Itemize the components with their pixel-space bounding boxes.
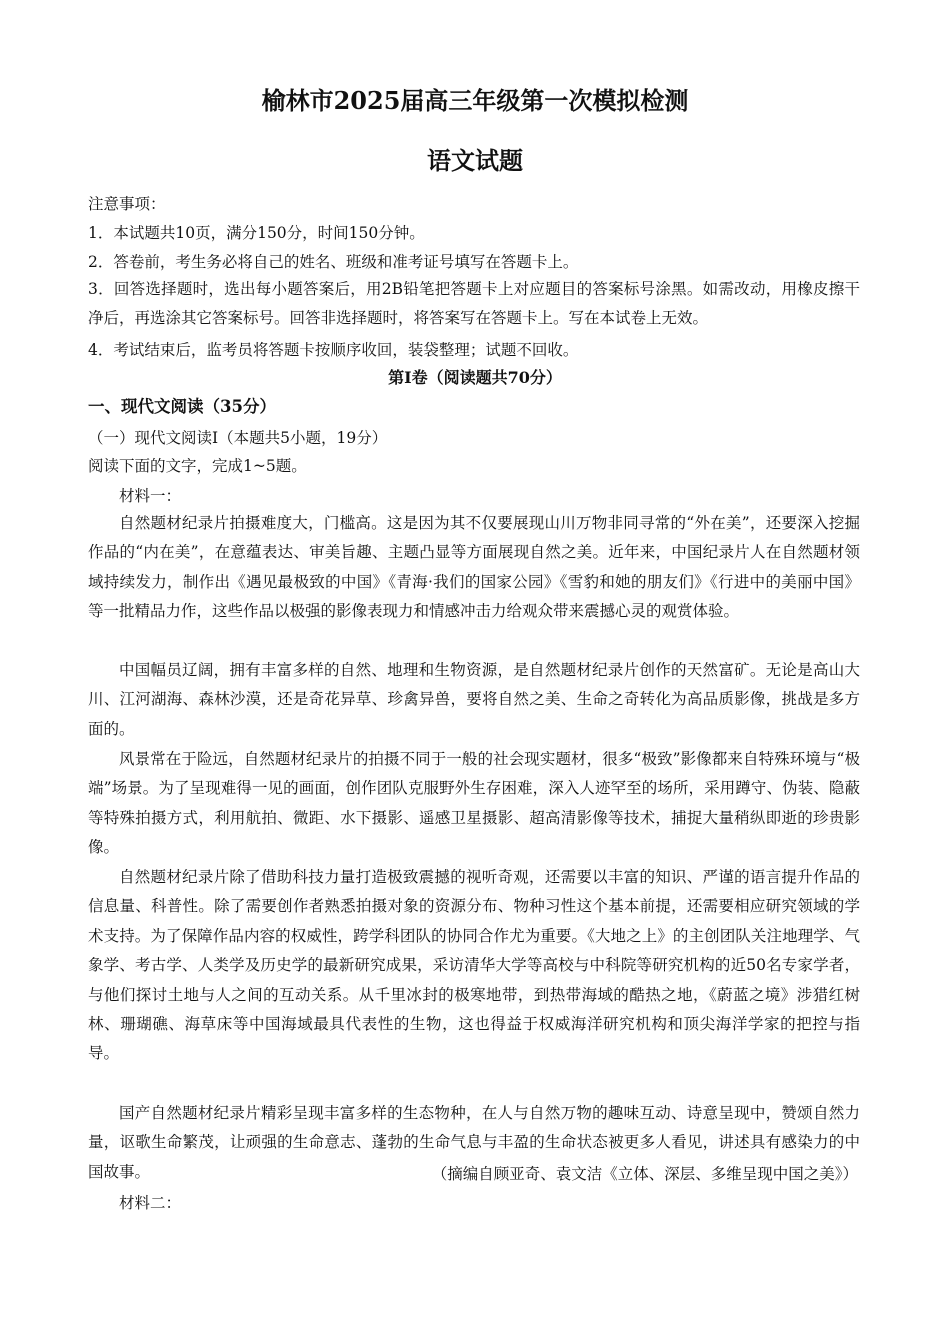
material-1-paragraph: 风景常在于险远，自然题材纪录片的拍摄不同于一般的社会现实题材，很多“极致”影像都来自特殊环境与“极端”场景。为了呈现难得一见的画面，创作团队克服野外生存困难，深入人迹罕至的场所，采用蹲守、伪装、隐蔽等特殊拍摄方式，利用航拍、微距、水下摄影、遥感卫星摄影、超高清影像等技术，捕捉大量稍纵即逝的珍贵影像。 — [88, 750, 860, 857]
material-1-source: （摘编自顾亚奇、袁文洁《立体、深层、多维呈现中国之美》） — [431, 1165, 858, 1183]
exam-subtitle: 语文试题 — [427, 146, 523, 175]
notice-heading: 注意事项： — [88, 195, 166, 213]
material-2-label: 材料二： — [119, 1194, 182, 1212]
material-1-paragraph: 国产自然题材纪录片精彩呈现丰富多样的生态物种，在人与自然万物的趣味互动、诗意呈现中，赞颂自然力量，讴歌生命繁茂，让顽强的生命意志、蓬勃的生命气息与丰盈的生命状态被更多人看见，讲述具有感染力的中国故事。 — [88, 1104, 860, 1181]
section-title: 一、现代文阅读（35分） — [88, 397, 276, 416]
notice-item-4: 4．考试结束后，监考员将答题卡按顺序收回，装袋整理；试题不回收。 — [88, 341, 579, 359]
part-title: 第Ⅰ卷（阅读题共70分） — [388, 368, 562, 387]
material-1-paragraph: 自然题材纪录片拍摄难度大，门槛高。这是因为其不仅要展现山川万物非同寻常的“外在美”，还要深入挖掘作品的“内在美”，在意蕴表达、审美旨趣、主题凸显等方面展现自然之美。近年来，中国纪录片人在自然题材领域持续发力，制作出《遇见最极致的中国》《青海·我们的国家公园》《雪豹和她的朋友们》《行进中的美丽中国》等一批精品力作，这些作品以极强的影像表现力和情感冲击力给观众带来震撼心灵的观赏体验。 — [88, 514, 860, 621]
notice-item-2: 2．答卷前，考生务必将自己的姓名、班级和准考证号填写在答题卡上。 — [88, 253, 579, 271]
subsection-title: （一）现代文阅读Ⅰ（本题共5小题，19分） — [88, 429, 388, 447]
exam-title: 榆林市2025届高三年级第一次模拟检测 — [261, 86, 689, 115]
notice-item-1: 1．本试题共10页，满分150分，时间150分钟。 — [88, 224, 425, 242]
notice-item-3: 3．回答选择题时，选出每小题答案后，用2B铅笔把答题卡上对应题目的答案标号涂黑。如需改动，用橡皮擦干净后，再选涂其它答案标号。回答非选择题时，将答案写在答题卡上。写在本试卷上无效。 — [88, 280, 860, 328]
material-1-paragraph: 中国幅员辽阔，拥有丰富多样的自然、地理和生物资源，是自然题材纪录片创作的天然富矿。无论是高山大川、江河湖海、森林沙漠，还是奇花异草、珍禽异兽，要将自然之美、生命之奇转化为高品质影像，挑战是多方面的。 — [88, 661, 860, 738]
material-1-label: 材料一： — [119, 487, 182, 505]
material-1-paragraph: 自然题材纪录片除了借助科技力量打造极致震撼的视听奇观，还需要以丰富的知识、严谨的语言提升作品的信息量、科普性。除了需要创作者熟悉拍摄对象的资源分布、物种习性这个基本前提，还需要相应研究领域的学术支持。为了保障作品内容的权威性，跨学科团队的协同合作尤为重要。《大地之上》的主创团队关注地理学、气象学、考古学、人类学及历史学的最新研究成果，采访清华大学等高校与中科院等研究机构的近50名专家学者，与他们探讨土地与人之间的互动关系。从千里冰封的极寒地带，到热带海域的酷热之地，《蔚蓝之境》涉猎红树林、珊瑚礁、海草床等中国海域最具代表性的生物，这也得益于权威海洋研究机构和顶尖海洋学家的把控与指导。 — [88, 868, 860, 1063]
reading-instruction: 阅读下面的文字，完成1~5题。 — [88, 457, 307, 475]
